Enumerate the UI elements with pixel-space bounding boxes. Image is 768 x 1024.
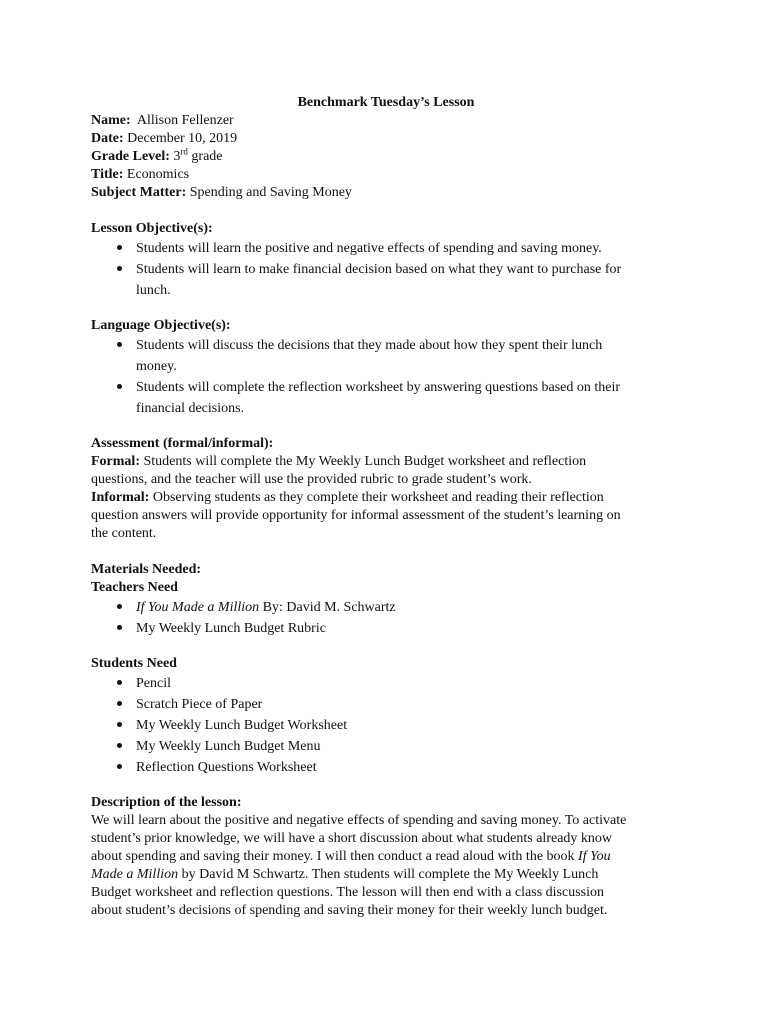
bullet-icon	[115, 618, 123, 639]
grade-suffix: grade	[191, 149, 223, 164]
list-item: My Weekly Lunch Budget Menu	[91, 736, 681, 757]
grade-number: 3	[173, 149, 181, 164]
bullet-icon	[115, 736, 123, 757]
lesson-objectives-heading: Lesson Objective(s):	[91, 221, 213, 236]
bullet-icon	[115, 238, 123, 259]
book-title-inline: If You	[578, 849, 611, 864]
bullet-icon	[115, 259, 123, 280]
bullet-icon	[115, 715, 123, 736]
list-item	[91, 597, 681, 618]
title-row	[91, 166, 681, 184]
grade-row	[91, 148, 681, 166]
date-label: Date:	[91, 131, 124, 146]
bullet-icon	[115, 597, 123, 618]
students-need-heading: Students Need	[91, 656, 177, 671]
lesson-objectives-list	[91, 238, 681, 301]
date-row	[91, 130, 681, 148]
description-heading: Description of the lesson:	[91, 795, 242, 810]
list-item: Students will learn to make financial decision based on what they want to purchase for lunch.	[91, 259, 681, 301]
subject-value: Spending and Saving Money	[189, 185, 352, 200]
book-title-inline: Made a Million	[91, 867, 179, 882]
assessment-heading: Assessment (formal/informal):	[91, 436, 274, 451]
subject-row	[91, 184, 681, 202]
list-item: Pencil	[91, 673, 681, 694]
informal-assessment-text: Informal: Observing students as they complete their worksheet and reading their reflection question answers will provide opportunity for informal assessment of the student’s learning on the content.	[91, 490, 621, 541]
subject-label: Subject Matter:	[91, 185, 187, 200]
book-author: By: David M. Schwartz	[259, 600, 396, 615]
name-value: Allison Fellenzer	[136, 113, 234, 128]
book-title: If You Made a Million	[136, 600, 260, 615]
formal-assessment-text: Formal: Students will complete the My Weekly Lunch Budget worksheet and reflection questions, and the teacher will use the provided rubric to grade student’s work.	[91, 454, 587, 487]
bullet-icon	[115, 757, 123, 778]
list-item: My Weekly Lunch Budget Worksheet	[91, 715, 681, 736]
list-item: Students will discuss the decisions that they made about how they spent their lunch money.	[91, 335, 681, 377]
bullet-icon	[115, 673, 123, 694]
date-value: December 10, 2019	[127, 131, 238, 146]
language-objectives-heading: Language Objective(s):	[91, 318, 231, 333]
language-objectives-list	[91, 335, 681, 419]
name-label: Name:	[91, 113, 131, 128]
formal-label: Formal:	[91, 454, 140, 469]
list-item: Students will complete the reflection worksheet by answering questions based on their financial decisions.	[91, 377, 681, 419]
title-label: Title:	[91, 167, 124, 182]
name-row	[91, 112, 681, 130]
list-item: Reflection Questions Worksheet	[91, 757, 681, 778]
title-value: Economics	[126, 167, 190, 182]
teachers-need-heading: Teachers Need	[91, 580, 178, 595]
bullet-icon	[115, 694, 123, 715]
bullet-icon	[115, 335, 123, 356]
lesson-plan-document	[91, 94, 681, 920]
teachers-need-list	[91, 597, 681, 639]
materials-heading: Materials Needed:	[91, 562, 202, 577]
description-text: We will learn about the positive and negative effects of spending and saving money. To activate student’s prior knowledge, we will have a short discussion about what students already know about spending and saving their money. I will then conduct a read aloud with the book If You Made a Million by David M Schwartz. Then students will complete the My Weekly Lunch Budget worksheet and reflection questions. The lesson will then end with a class discussion about student’s decisions of spending and saving their money for their weekly lunch budget.	[91, 813, 627, 918]
grade-label: Grade Level:	[91, 149, 170, 164]
grade-superscript: rd	[180, 146, 188, 157]
informal-label: Informal:	[91, 490, 150, 505]
bullet-icon	[115, 377, 123, 398]
document-title: Benchmark Tuesday’s Lesson	[297, 95, 475, 110]
students-need-list	[91, 673, 681, 778]
list-item: Students will learn the positive and negative effects of spending and saving money.	[91, 238, 681, 259]
list-item: Scratch Piece of Paper	[91, 694, 681, 715]
list-item: My Weekly Lunch Budget Rubric	[91, 618, 681, 639]
